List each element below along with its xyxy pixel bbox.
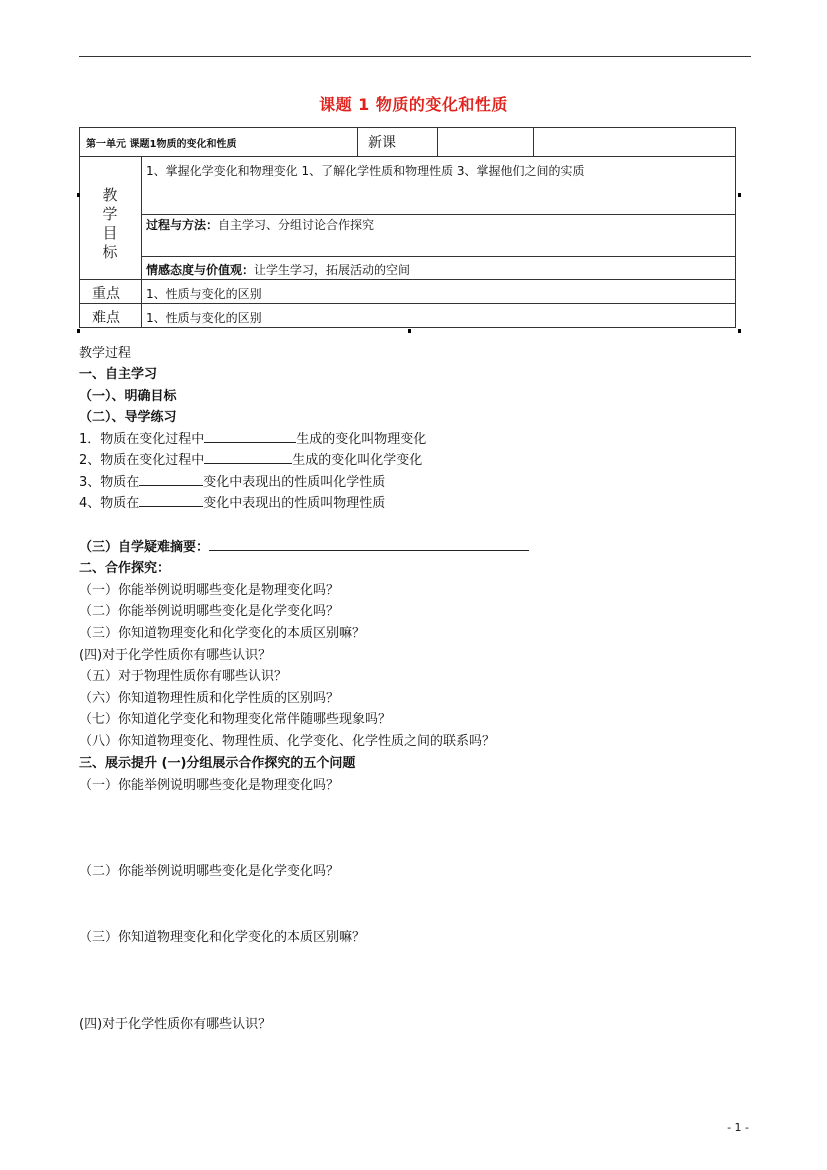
table-handle [738, 329, 741, 333]
page-title: 课题 1 物质的变化和性质 [319, 95, 508, 114]
key-point-text: 1、性质与变化的区别 [146, 287, 262, 301]
objectives-label: 教 学 目 标 [102, 186, 118, 261]
table-handle [408, 329, 411, 333]
question-item: (四)对于化学性质你有哪些认识？ [79, 648, 272, 663]
method-objective: 过程与方法：自主学习、分组讨论合作探究 [146, 218, 375, 232]
question-item: （一）你能举例说明哪些变化是物理变化吗？ [79, 583, 340, 598]
table-handle [77, 193, 80, 197]
subsection-heading: （二）、导学练习 [79, 410, 177, 425]
question-item: （八）你知道物理变化、物理性质、化学变化、化学性质之间的联系吗？ [79, 734, 496, 749]
lesson-type: 新课 [368, 135, 396, 151]
table-handle [77, 329, 80, 333]
question-item: （七）你知道化学变化和物理变化常伴随哪些现象吗？ [79, 712, 392, 727]
difficult-point-text: 1、性质与变化的区别 [146, 311, 262, 325]
difficult-point-label: 难点 [92, 310, 120, 326]
lesson-table [79, 127, 736, 328]
question-item: （二）你能举例说明哪些变化是化学变化吗？ [79, 604, 340, 619]
show-question: （一）你能举例说明哪些变化是物理变化吗？ [79, 778, 340, 793]
subsection-heading: （一）、明确目标 [79, 389, 177, 404]
exercise-item: 3、物质在 变化中表现出的性质叫化学性质 [79, 475, 386, 490]
page-number: - 1 - [727, 1121, 749, 1134]
section-heading: 三、展示提升 (一)分组展示合作探究的五个问题 [79, 756, 356, 771]
process-heading: 教学过程 [79, 346, 132, 361]
question-item: （六）你知道物理性质和化学性质的区别吗？ [79, 691, 340, 706]
exercise-item: 4、物质在 变化中表现出的性质叫物理性质 [79, 496, 386, 511]
question-item: （三）你知道物理变化和化学变化的本质区别嘛？ [79, 626, 366, 641]
show-question: （二）你能举例说明哪些变化是化学变化吗？ [79, 864, 340, 879]
unit-title: 第一单元 课题1物质的变化和性质 [86, 139, 237, 150]
section-heading: 一、自主学习 [79, 367, 158, 382]
table-handle [738, 193, 741, 197]
question-item: （五）对于物理性质你有哪些认识？ [79, 669, 288, 684]
attitude-objective: 情感态度与价值观：让学生学习，拓展活动的空间 [146, 263, 411, 277]
key-point-label: 重点 [92, 286, 120, 302]
knowledge-objective: 1、掌握化学变化和物理变化 1、了解化学性质和物理性质 3、掌握他们之间的实质 [146, 164, 585, 178]
show-question: (四)对于化学性质你有哪些认识？ [79, 1017, 272, 1032]
exercise-item: 1．物质在变化过程中 生成的变化叫物理变化 [79, 432, 427, 447]
section-heading: 二、合作探究： [79, 561, 171, 576]
difficulty-summary: （三）自学疑难摘要： [79, 536, 529, 555]
show-question: （三）你知道物理变化和化学变化的本质区别嘛？ [79, 930, 366, 945]
exercise-item: 2、物质在变化过程中 生成的变化叫化学变化 [79, 453, 423, 468]
header-rule [79, 56, 751, 57]
